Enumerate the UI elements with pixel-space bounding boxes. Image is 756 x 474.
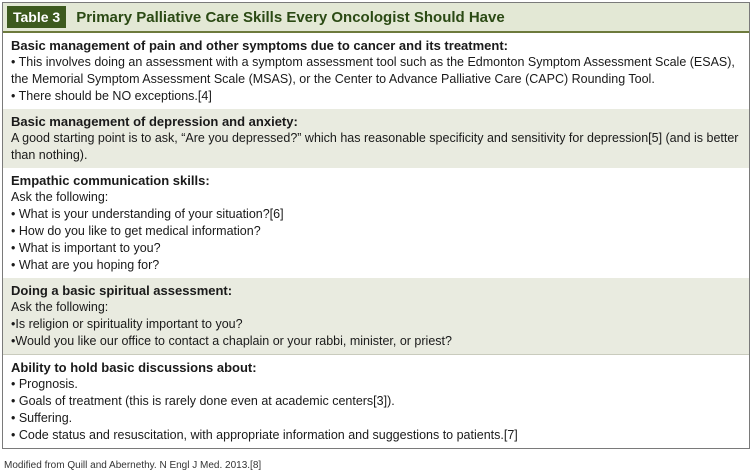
list-item: •Would you like our office to contact a chaplain or your rabbi, minister, or priest? bbox=[11, 334, 452, 348]
list-item: • There should be NO exceptions.[4] bbox=[11, 89, 212, 103]
section-heading: Empathic communication skills: bbox=[11, 173, 210, 188]
list-item: • This involves doing an assessment with a symptom assessment tool such as the Edmonton Symptom Assessment Scale (ESAS), the Memorial Symptom Assessment Scale (MSAS), or the Center to Advance Palliative Care (CAPC) Rounding Tool. bbox=[11, 55, 735, 86]
table-3 bbox=[2, 2, 750, 449]
list-item: • Prognosis. bbox=[11, 377, 78, 391]
section-heading: Doing a basic spiritual assessment: bbox=[11, 283, 233, 298]
list-item: • Suffering. bbox=[11, 411, 73, 425]
list-item: • Code status and resuscitation, with appropriate information and suggestions to patients.[7] bbox=[11, 428, 518, 442]
section-depression-anxiety bbox=[3, 109, 749, 168]
section-heading: Ability to hold basic discussions about: bbox=[11, 360, 257, 375]
section-heading: Basic management of depression and anxiety: bbox=[11, 114, 298, 129]
table-header bbox=[3, 3, 749, 33]
list-item: • How do you like to get medical information? bbox=[11, 224, 261, 238]
list-item: • Goals of treatment (this is rarely done even at academic centers[3]). bbox=[11, 394, 395, 408]
lead-text: Ask the following: bbox=[11, 300, 109, 314]
section-basic-discussions bbox=[3, 354, 749, 448]
table-title: Primary Palliative Care Skills Every Oncologist Should Have bbox=[76, 8, 505, 26]
section-heading: Basic management of pain and other symptoms due to cancer and its treatment: bbox=[11, 38, 508, 53]
list-item: •Is religion or spirituality important to you? bbox=[11, 317, 243, 331]
section-empathic-communication bbox=[3, 168, 749, 278]
source-footnote: Modified from Quill and Abernethy. N Engl J Med. 2013.[8] bbox=[4, 460, 262, 471]
list-item: • What are you hoping for? bbox=[11, 258, 160, 272]
list-item: A good starting point is to ask, “Are you depressed?” which has reasonable specificity and sensitivity for depression[5] (and is better than nothing). bbox=[11, 131, 739, 162]
section-spiritual-assessment bbox=[3, 278, 749, 354]
section-symptom-management bbox=[3, 33, 749, 109]
list-item: • What is important to you? bbox=[11, 241, 161, 255]
lead-text: Ask the following: bbox=[11, 190, 109, 204]
list-item: • What is your understanding of your situation?[6] bbox=[11, 207, 284, 221]
table-label: Table 3 bbox=[7, 6, 66, 28]
